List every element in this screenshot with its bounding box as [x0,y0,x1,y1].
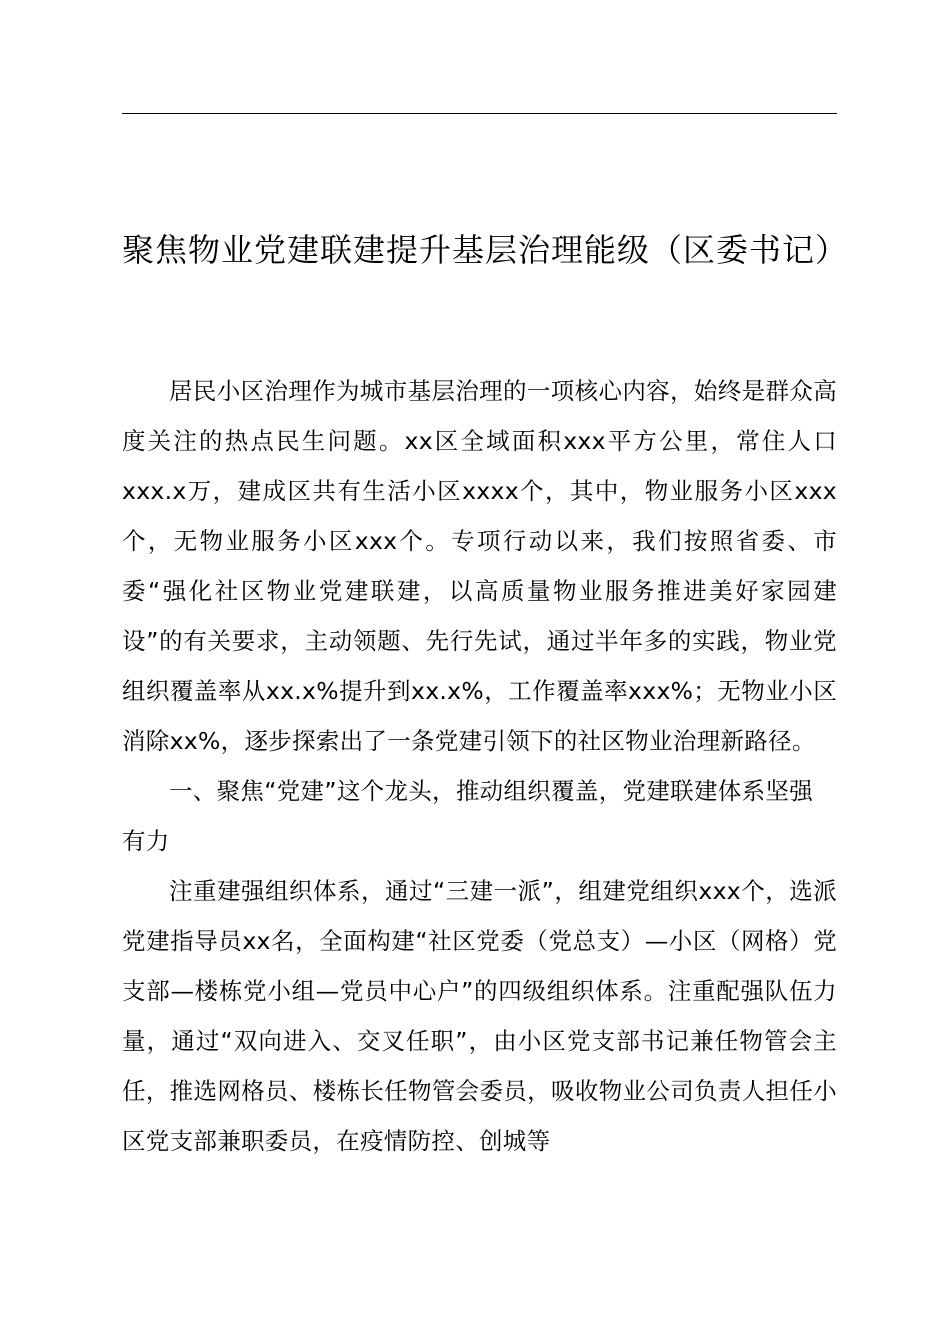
document-body [122,366,837,1166]
document-title: 聚焦物业党建联建提升基层治理能级（区委书记） [122,231,849,269]
intro-paragraph: 居民小区治理作为城市基层治理的一项核心内容，始终是群众高度关注的热点民生问题。xx区全域面积xxx平方公里，常住人口xxx.x万，建成区共有生活小区xxxx个，其中，物业服务小区xxx个，无物业服务小区xxx个。专项行动以来，我们按照省委、市委“强化社区物业党建联建，以高质量物业服务推进美好家园建设”的有关要求，主动领题、先行先试，通过半年多的实践，物业党组织覆盖率从xx.x%提升到xx.x%，工作覆盖率xxx%；无物业小区消除xx%，逐步探索出了一条党建引领下的社区物业治理新路径。 [122,377,837,755]
section-heading: 一、聚焦“党建”这个龙头，推动组织覆盖，党建联建体系坚强有力 [122,777,813,855]
header-rule [122,113,837,114]
section-paragraph: 注重建强组织体系，通过“三建一派”，组建党组织xxx个，选派党建指导员xx名，全面构建“社区党委（党总支）—小区（网格）党支部—楼栋党小组—党员中心户”的四级组织体系。注重配强队伍力量，通过“双向进入、交叉任职”，由小区党支部书记兼任物管会主任，推选网格员、楼栋长任物管会委员，吸收物业公司负责人担任小区党支部兼职委员，在疫情防控、创城等 [122,877,837,1155]
